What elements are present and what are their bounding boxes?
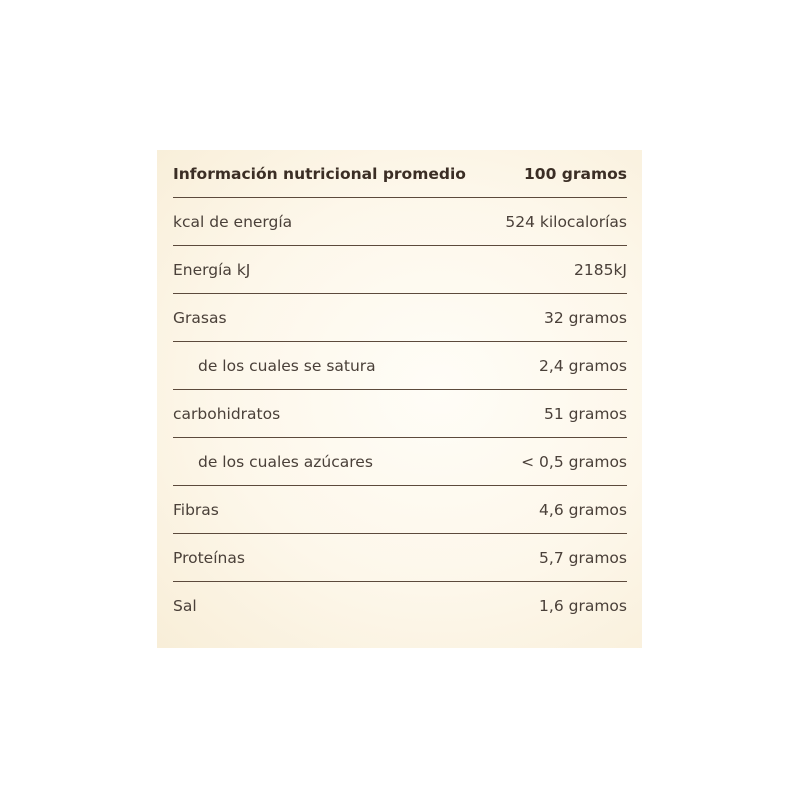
- row-label: Grasas: [173, 308, 227, 327]
- row-value: 32 gramos: [543, 308, 627, 327]
- row-value: 4,6 gramos: [539, 500, 627, 519]
- row-fats: [173, 294, 627, 342]
- row-sugars: [173, 438, 627, 486]
- header-value: 100 gramos: [524, 164, 627, 183]
- row-value: 5,7 gramos: [539, 548, 627, 567]
- row-label: de los cuales azúcares: [198, 452, 373, 471]
- row-value: 51 gramos: [543, 404, 627, 423]
- row-proteins: [173, 534, 627, 582]
- row-carbohydrates: [173, 390, 627, 438]
- row-energy-kcal: [173, 198, 627, 246]
- nutrition-table: [173, 150, 627, 629]
- row-value: 2185kJ: [574, 260, 627, 279]
- row-value: 524 kilocalorías: [505, 212, 627, 231]
- row-energy-kj: [173, 246, 627, 294]
- nutrition-panel: [157, 150, 642, 648]
- row-label: Sal: [173, 596, 197, 615]
- row-label: kcal de energía: [173, 212, 293, 231]
- row-value: 2,4 gramos: [539, 356, 627, 375]
- row-value: 1,6 gramos: [539, 596, 627, 615]
- row-label: Energía kJ: [173, 260, 251, 279]
- row-value: < 0,5 gramos: [521, 452, 627, 471]
- row-saturated-fats: [173, 342, 627, 390]
- row-fibre: [173, 486, 627, 534]
- row-label: Fibras: [173, 500, 219, 519]
- row-label: carbohidratos: [173, 404, 281, 423]
- row-salt: [173, 582, 627, 629]
- header-label: Información nutricional promedio: [173, 164, 466, 183]
- table-header-row: [173, 150, 627, 198]
- row-label: Proteínas: [173, 548, 245, 567]
- row-label: de los cuales se satura: [198, 356, 376, 375]
